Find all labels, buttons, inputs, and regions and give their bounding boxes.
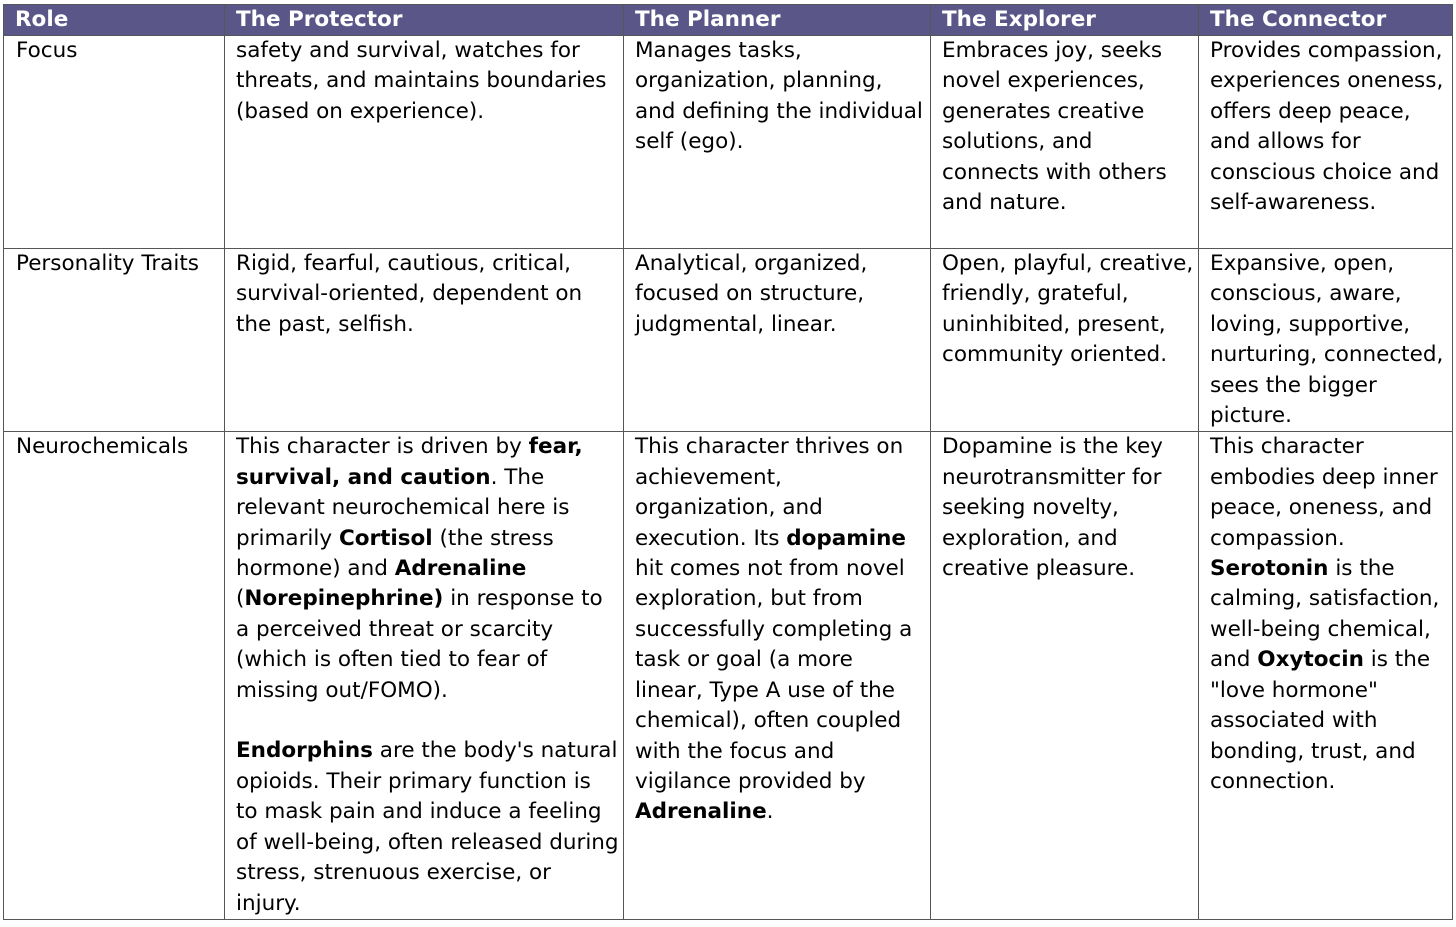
cell-traits-protector: Rigid, fearful, cautious, critical, survival-oriented, dependent on the past, selfish.: [225, 249, 624, 432]
bold-run: Oxytocin: [1257, 647, 1364, 673]
cell-neuro-connector: [1199, 432, 1453, 920]
text-run: This character is driven by: [236, 434, 529, 460]
header-row: [4, 5, 1453, 36]
header-connector: The Connector: [1199, 5, 1453, 36]
text-run: is the "love hormone" associated with bonding, trust, and connection.: [1210, 647, 1431, 794]
cell-neuro-explorer: Dopamine is the key neurotransmitter for seeking novelty, exploration, and creative pleasure.: [931, 432, 1199, 920]
cell-focus-connector: Provides compassion, experiences oneness, offers deep peace, and allows for conscious choice and self-awareness.: [1199, 36, 1453, 249]
bold-run: fear, survival, and caution: [236, 434, 583, 490]
bold-run: Norepinephrine): [244, 586, 444, 612]
text-run: is the calming, satisfaction, well-being chemical, and: [1210, 556, 1440, 673]
bold-run: Cortisol: [338, 525, 433, 551]
header-planner: The Planner: [624, 5, 931, 36]
text-run: hit comes not from novel exploration, but from successfully completing a task or goal (a more linear, Type A use of the chemical), often coupled with the focus and vigilance provided by: [635, 556, 913, 794]
cell-traits-explorer: Open, playful, creative, friendly, grateful, uninhibited, present, community oriented.: [931, 249, 1199, 432]
text-run: This character embodies deep inner peace, oneness, and compassion.: [1210, 434, 1438, 551]
bold-run: Adrenaline: [635, 799, 767, 825]
cell-traits-planner: Analytical, organized, focused on structure, judgmental, linear.: [624, 249, 931, 432]
text-run: (: [236, 586, 245, 612]
bold-run: Endorphins: [236, 738, 373, 764]
text-run: (the stress hormone) and: [236, 525, 554, 582]
row-label-neurochemicals: Neurochemicals: [4, 432, 225, 920]
protector-neuro-paragraph-2: [236, 736, 619, 918]
row-focus: [4, 36, 1453, 249]
bold-run: dopamine: [786, 525, 906, 551]
text-run: This character thrives on achievement, organization, and execution. Its: [635, 434, 904, 551]
cell-neuro-protector: [225, 432, 624, 920]
row-label-personality-traits: Personality Traits: [4, 249, 225, 432]
cell-neuro-planner: [624, 432, 931, 920]
row-neurochemicals: [4, 432, 1453, 920]
cell-traits-connector: Expansive, open, conscious, aware, loving, supportive, nurturing, connected, sees the bigger picture.: [1199, 249, 1453, 432]
header-protector: The Protector: [225, 5, 624, 36]
text-run: in response to a perceived threat or scarcity (which is often tied to fear of missing out/FOMO).: [236, 586, 603, 703]
cell-focus-explorer: Embraces joy, seeks novel experiences, generates creative solutions, and connects with others and nature.: [931, 36, 1199, 249]
row-personality-traits: [4, 249, 1453, 432]
text-run: are the body's natural opioids. Their primary function is to mask pain and induce a feeling of well-being, often released during stress, strenuous exercise, or injury.: [236, 738, 619, 916]
cell-focus-protector: safety and survival, watches for threats, and maintains boundaries (based on experience).: [225, 36, 624, 249]
cell-focus-planner: Manages tasks, organization, planning, and defining the individual self (ego).: [624, 36, 931, 249]
bold-run: Adrenaline: [394, 556, 527, 582]
header-role: Role: [4, 5, 225, 36]
text-run: . The relevant neurochemical here is primarily: [236, 464, 570, 551]
paragraph-spacer: [236, 706, 619, 736]
header-explorer: The Explorer: [931, 5, 1199, 36]
protector-neuro-paragraph-1: [236, 432, 619, 706]
roles-table: [3, 4, 1453, 920]
row-label-focus: Focus: [4, 36, 225, 249]
text-run: .: [766, 799, 774, 825]
bold-run: Serotonin: [1210, 556, 1329, 582]
